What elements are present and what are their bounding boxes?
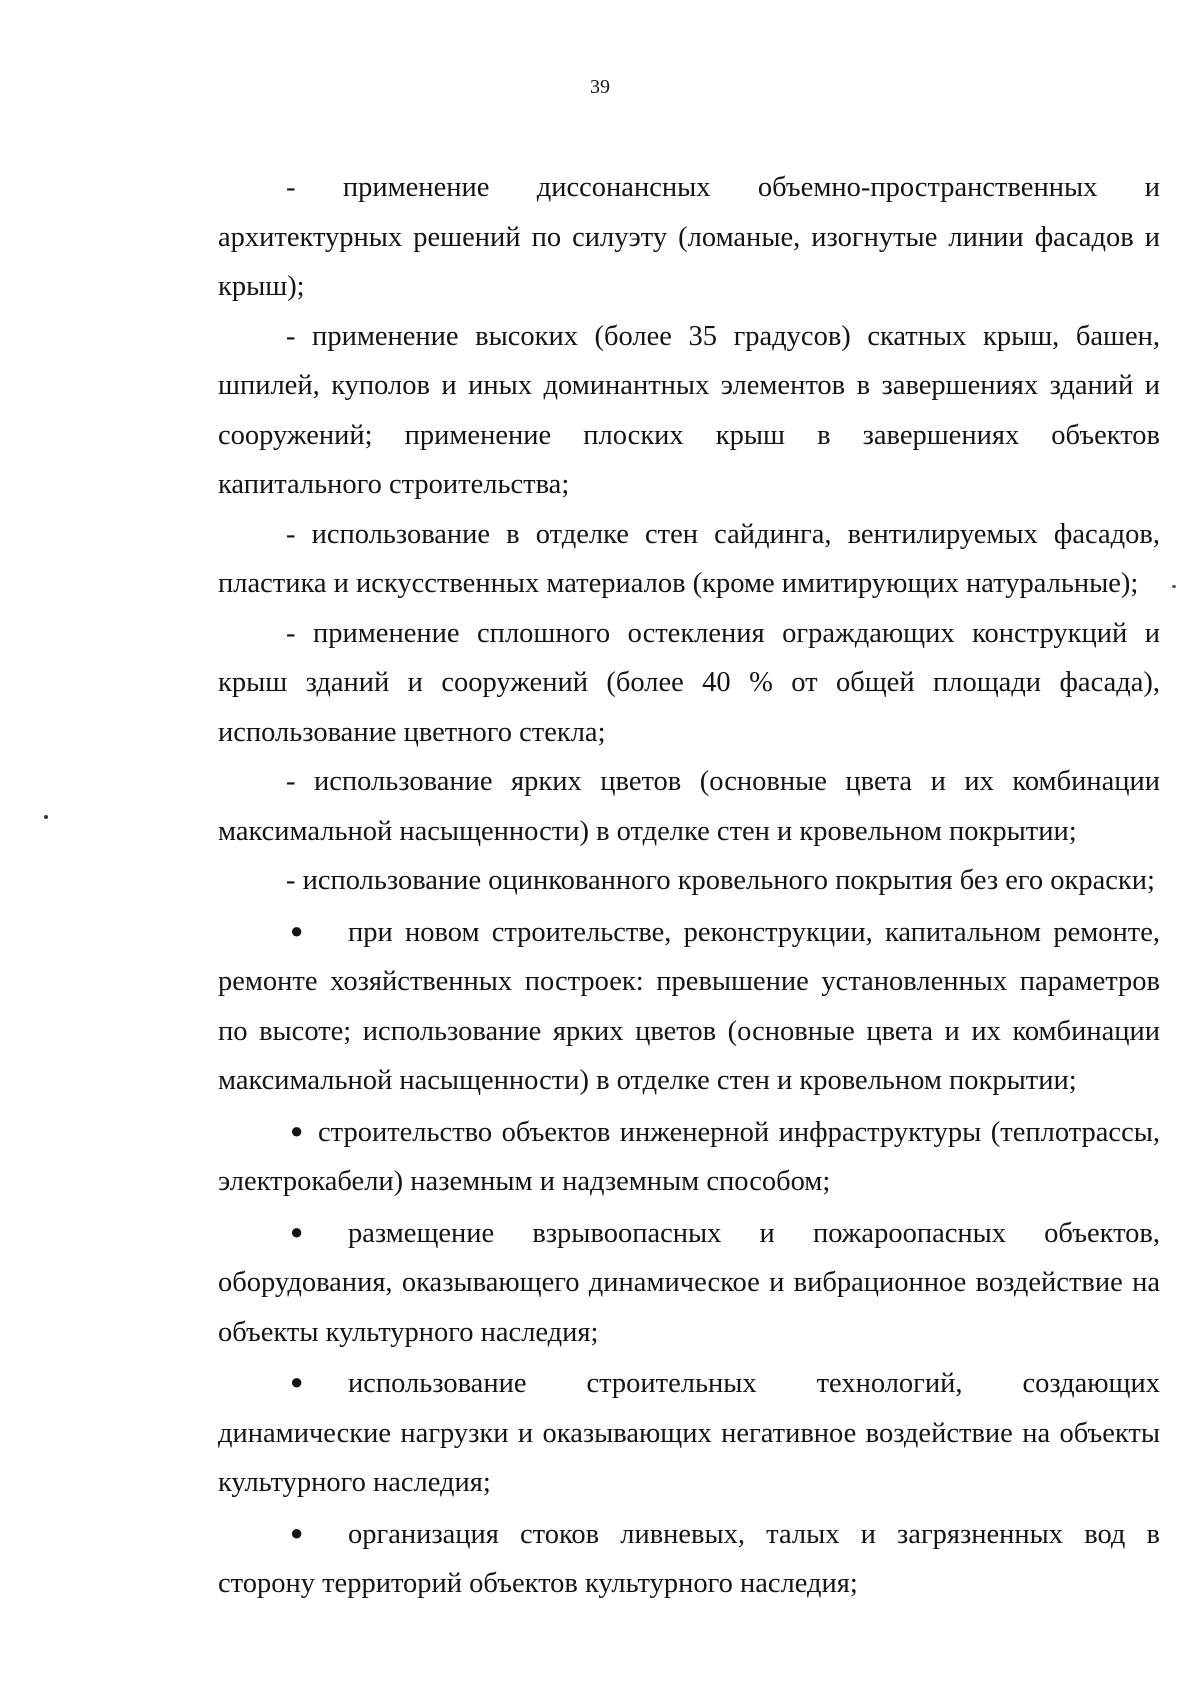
bullet-text: использование строительных технологий, создающих динамические нагрузки и оказывающих негативное воздействие на объекты культурного наследия; — [218, 1368, 1160, 1498]
bullet-text: строительство объектов инженерной инфраструктуры (теплотрассы, электрокабели) наземным и надземным способом; — [218, 1116, 1160, 1197]
bullet-item-infrastructure — [218, 1106, 1160, 1207]
bullet-item-new-construction — [218, 906, 1160, 1106]
bullet-icon: ● — [290, 917, 304, 943]
scan-artifact-dot — [44, 815, 48, 819]
dash-item-dissonant-solutions: - применение диссонансных объемно-пространственных и архитектурных решений по силуэту (ломаные, изогнутые линии фасадов и крыш); — [218, 172, 1160, 302]
dash-item-galvanized-roof: - использование оцинкованного кровельного покрытия без его окраски; — [286, 865, 1155, 896]
document-body — [218, 163, 1160, 1609]
dash-item-glazing: - применение сплошного остекления ограждающих конструкций и крыш зданий и сооружений (более 40 % от общей площади фасада), использование цветного стекла; — [218, 617, 1160, 748]
scan-artifact-dot — [1172, 585, 1176, 588]
page-number: 39 — [590, 76, 610, 98]
dash-item-siding: - использование в отделке стен сайдинга, вентилируемых фасадов, пластика и искусственных материалов (кроме имитирующих натуральные); — [218, 518, 1160, 599]
bullet-text: при новом строительстве, реконструкции, капитальном ремонте, ремонте хозяйственных построек: превышение установленных параметров по высоте; использование ярких цветов (основные цвета и их комбинации максимальной насыщенности) в отделке стен и кровельном покрытии; — [218, 916, 1160, 1096]
bullet-icon: ● — [290, 1218, 304, 1244]
dash-item-bright-colors: - использование ярких цветов (основные цвета и их комбинации максимальной насыщенности) в отделке стен и кровельном покрытии; — [218, 766, 1160, 847]
bullet-text: организация стоков ливневых, талых и загрязненных вод в сторону территорий объектов культурного наследия; — [218, 1518, 1160, 1599]
bullet-text: размещение взрывоопасных и пожароопасных объектов, оборудования, оказывающего динамическое и вибрационное воздействие на объекты культурного наследия; — [218, 1217, 1160, 1348]
bullet-item-construction-technologies — [218, 1357, 1160, 1508]
dash-item-high-roofs: - применение высоких (более 35 градусов) скатных крыш, башен, шпилей, куполов и иных доминантных элементов в завершениях зданий и сооружений; применение плоских крыш в завершениях объектов капитального строительства; — [218, 320, 1160, 500]
bullet-icon: ● — [290, 1519, 304, 1545]
bullet-icon: ● — [290, 1117, 304, 1143]
bullet-icon: ● — [290, 1369, 304, 1394]
bullet-item-water-drainage — [218, 1508, 1160, 1609]
bullet-item-hazardous-objects — [218, 1207, 1160, 1358]
